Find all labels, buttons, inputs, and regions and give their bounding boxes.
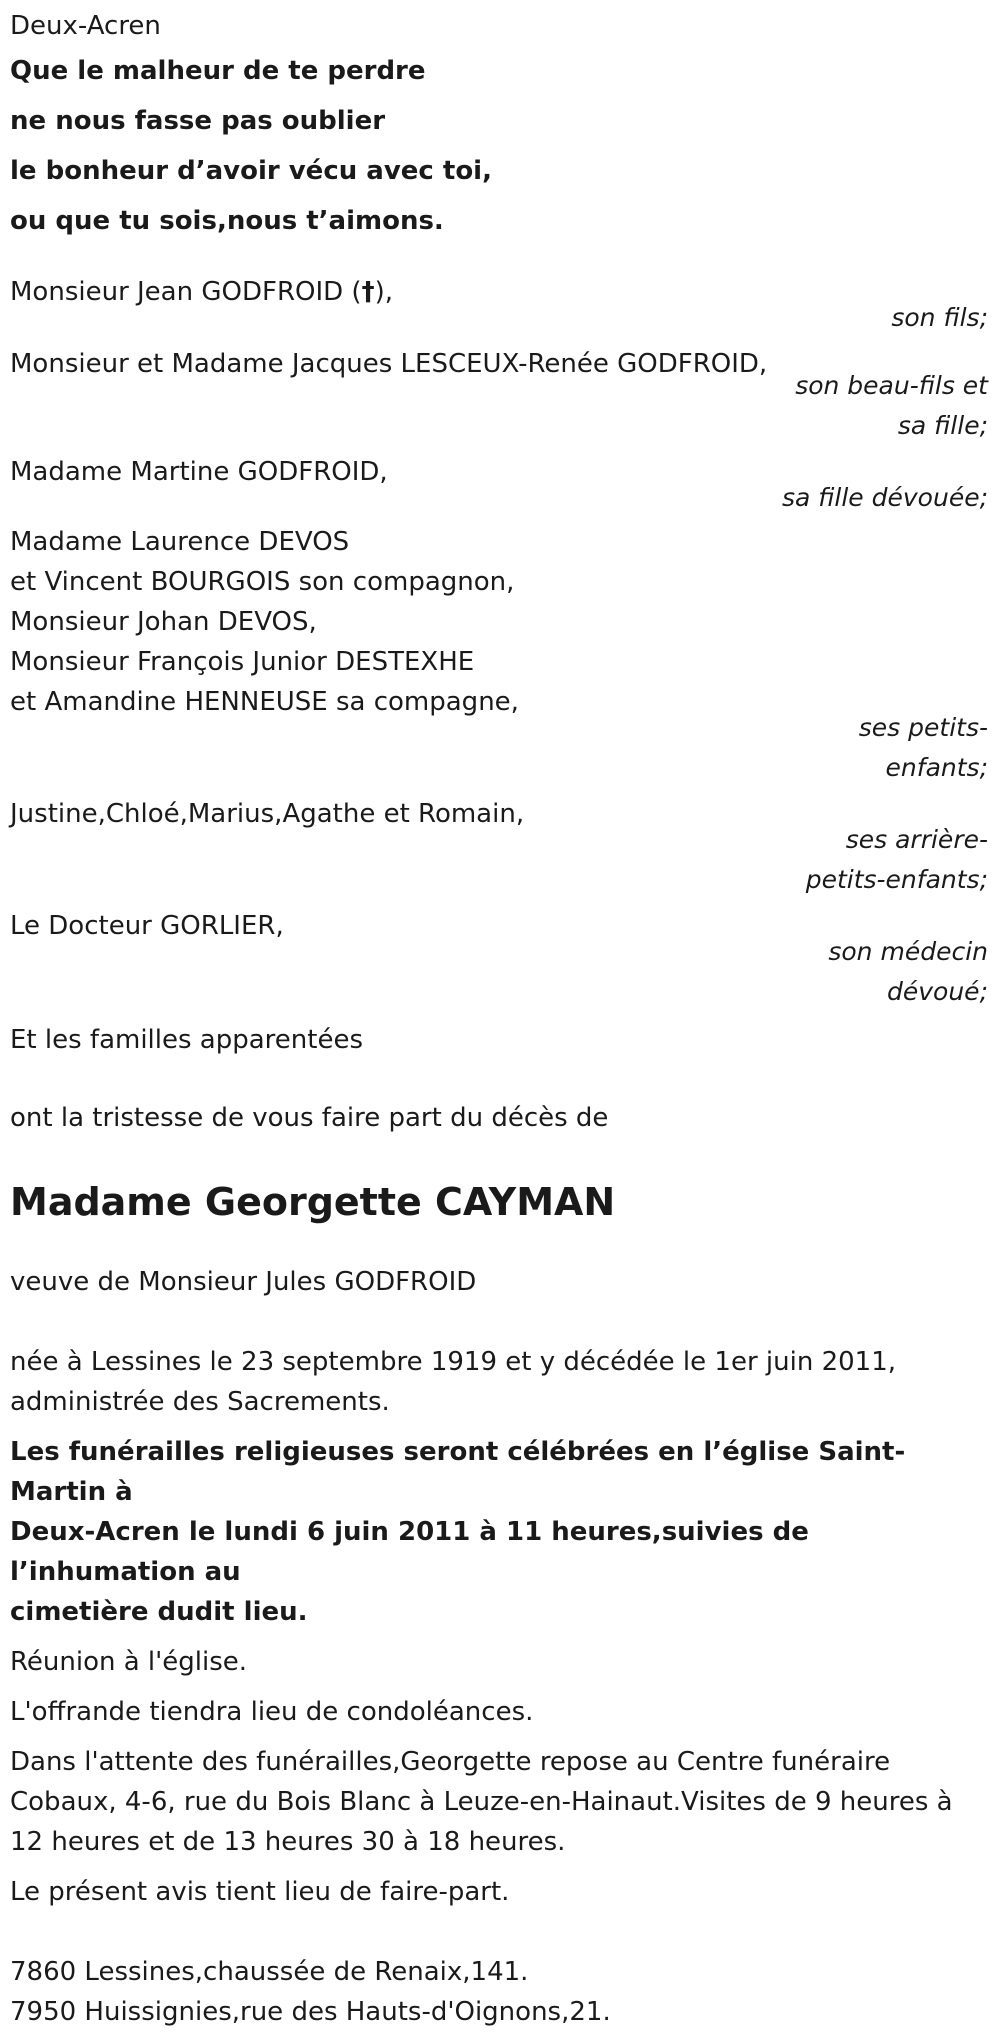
grandchildren-list [10, 522, 990, 722]
grandchild-name: Madame Laurence DEVOS [10, 527, 350, 557]
role-grandchildren: ses petits-enfants; [858, 713, 988, 782]
relative-great-grandchildren: Justine,Chloé,Marius,Agathe et Romain, [10, 799, 525, 829]
widow-of: veuve de Monsieur Jules GODFROID [10, 1267, 477, 1297]
poem-line: ou que tu sois,nous t’aimons. [10, 206, 444, 236]
birth-death-line: administrée des Sacrements. [10, 1387, 390, 1417]
funeral-line: Les funérailles religieuses seront célébrées en l’église Saint-Martin à [10, 1437, 906, 1507]
visiting-line: Cobaux, 4-6, rue du Bois Blanc à Leuze-en-Hainaut.Visites de 9 heures à [10, 1787, 953, 1817]
visiting-line: 12 heures et de 13 heures 30 à 18 heures. [10, 1827, 566, 1857]
relatives-list [10, 272, 990, 1060]
funeral-info [10, 1432, 990, 1632]
birth-death-line: née à Lessines le 23 septembre 1919 et y décédée le 1er juin 2011, [10, 1347, 897, 1377]
role-great-grandchildren: ses arrière-petits-enfants; [805, 825, 988, 894]
cross-icon: † [361, 277, 375, 307]
notice-text: Le présent avis tient lieu de faire-part. [10, 1877, 510, 1907]
role-doctor: son médecin dévoué; [828, 937, 988, 1006]
meeting-info: Réunion à l'église. [10, 1647, 248, 1677]
obituary-notice [10, 0, 990, 2032]
poem-line: Que le malheur de te perdre [10, 56, 426, 86]
place-name: Deux-Acren [10, 11, 161, 41]
birth-death-info [10, 1342, 990, 1422]
relative-daughter: Madame Martine GODFROID, [10, 457, 388, 487]
offering-info: L'offrande tiendra lieu de condoléances. [10, 1697, 534, 1727]
poem [10, 46, 990, 246]
relative-daughter-couple: Monsieur et Madame Jacques LESCEUX-Renée GODFROID, [10, 349, 768, 379]
visiting-line: Dans l'attente des funérailles,Georgette repose au Centre funéraire [10, 1747, 891, 1777]
announcement-text: ont la tristesse de vous faire part du décès de [10, 1103, 609, 1133]
deceased-name: Madame Georgette CAYMAN [10, 1180, 616, 1224]
role-daughter-couple: son beau-fils et sa fille; [795, 371, 988, 440]
role-son: son fils; [891, 303, 988, 332]
funeral-line: cimetière dudit lieu. [10, 1597, 308, 1627]
funeral-line: Deux-Acren le lundi 6 juin 2011 à 11 heures,suivies de l’inhumation au [10, 1517, 809, 1587]
relative-son-name-end: ), [374, 277, 393, 307]
relative-doctor: Le Docteur GORLIER, [10, 911, 284, 941]
addresses [10, 1952, 990, 2032]
relative-families: Et les familles apparentées [10, 1025, 364, 1055]
grandchild-name: Monsieur Johan DEVOS, [10, 607, 317, 637]
role-daughter: sa fille dévouée; [781, 483, 988, 512]
grandchild-name: et Amandine HENNEUSE sa compagne, [10, 687, 519, 717]
grandchild-name: Monsieur François Junior DESTEXHE [10, 647, 475, 677]
poem-line: le bonheur d’avoir vécu avec toi, [10, 156, 492, 186]
relative-son-name: Monsieur Jean GODFROID ( [10, 277, 362, 307]
address-line: 7860 Lessines,chaussée de Renaix,141. [10, 1957, 529, 1987]
grandchild-name: et Vincent BOURGOIS son compagnon, [10, 567, 515, 597]
poem-line: ne nous fasse pas oublier [10, 106, 386, 136]
address-line: 7950 Huissignies,rue des Hauts-d'Oignons,21. [10, 1997, 611, 2027]
visiting-info [10, 1742, 990, 1862]
